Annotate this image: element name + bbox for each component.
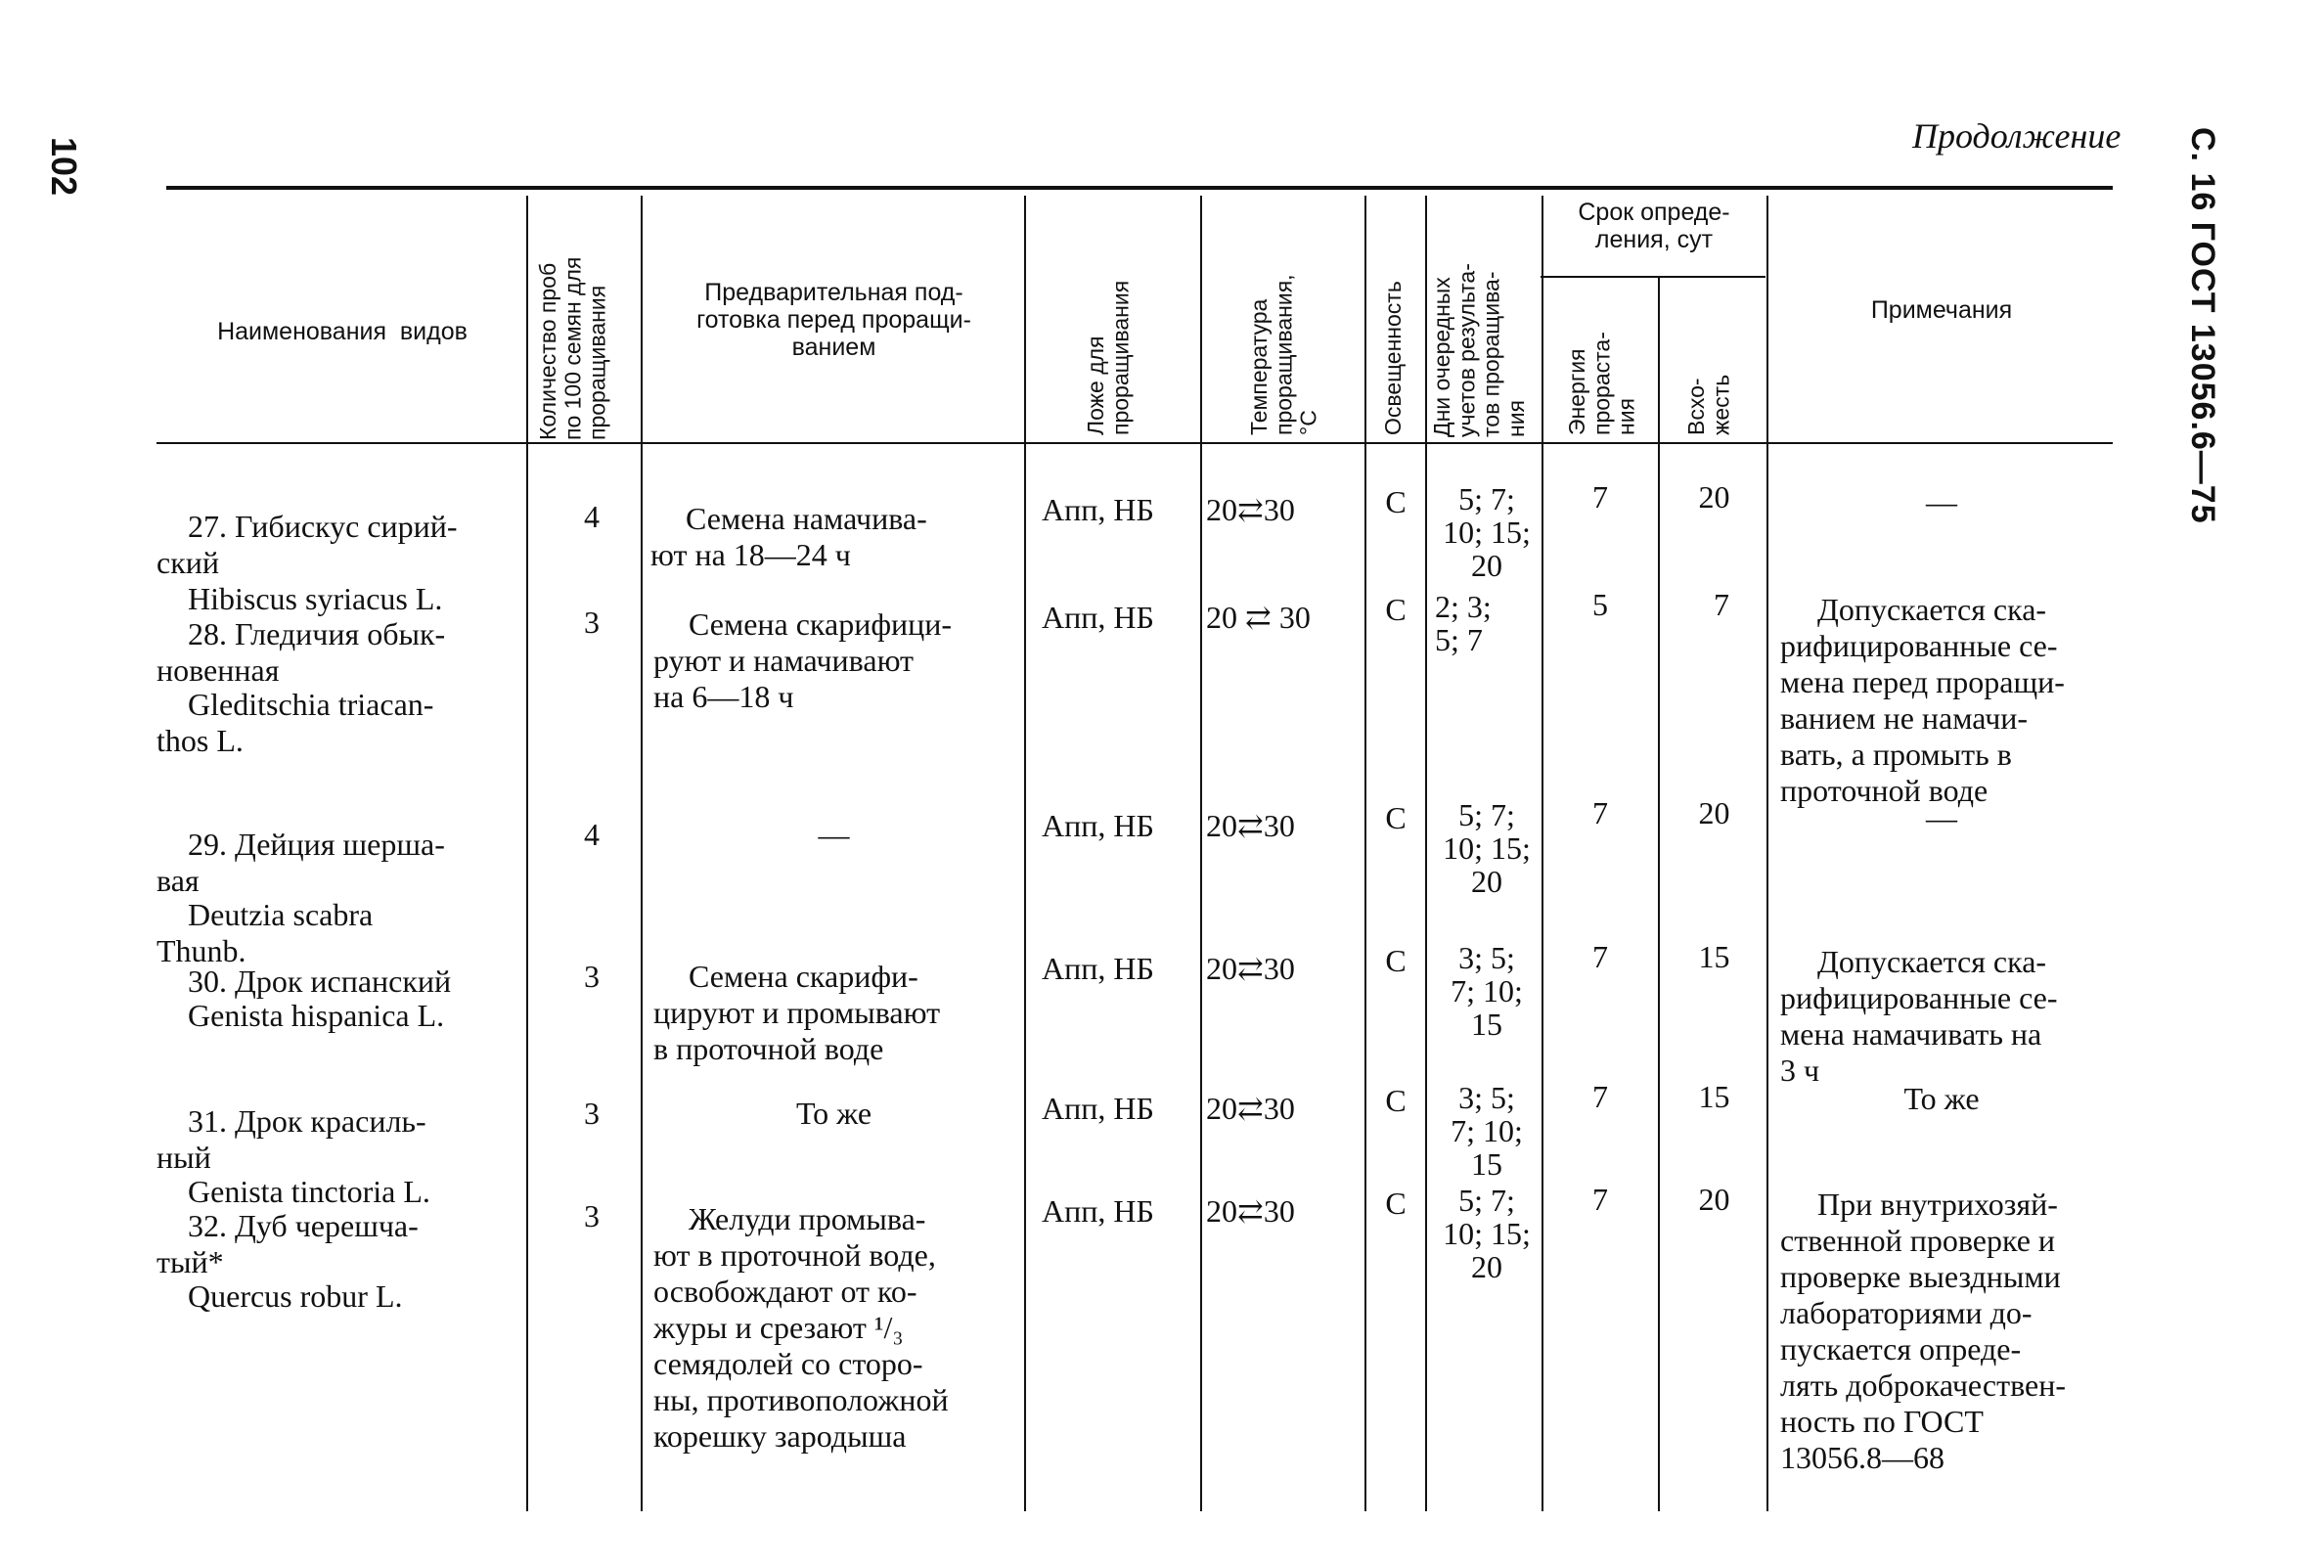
row-31-temp: 20⇄30 — [1206, 1091, 1295, 1126]
row-32-bed: Апп, НБ — [1042, 1193, 1154, 1229]
row-29-latin: Deutzia scabra Thunb. — [156, 897, 374, 968]
row-31-days: 3; 5; 7; 10; 15 — [1451, 1080, 1523, 1182]
row-27-samples: 4 — [584, 499, 600, 534]
row-30-latin: Genista hispanica L. — [188, 998, 445, 1033]
row-32-energy: 7 — [1592, 1182, 1608, 1217]
row-32-samples: 3 — [584, 1198, 600, 1233]
row-32-note: При внутрихозяй- ственной проверке и проверке выездными лабораториями до- пускается опреде- лять доброкачествен- ность по ГОСТ 13056.8—68 — [1780, 1187, 2066, 1475]
row-32-temp: 20⇄30 — [1206, 1193, 1295, 1229]
row-31-samples: 3 — [584, 1096, 600, 1131]
header-germination: Всхо- жесть — [1683, 374, 1734, 435]
col-divider-9 — [1766, 196, 1768, 1511]
row-32-species: 32. Дуб черешча- тый* — [156, 1208, 419, 1279]
row-29-bed: Апп, НБ — [1042, 808, 1154, 843]
row-28-samples: 3 — [584, 605, 600, 640]
row-28-prep: Семена скарифици- руют и намачивают на 6—18 ч — [653, 606, 953, 714]
row-28-species: 28. Гледичия обык- новенная — [156, 616, 446, 688]
col-divider-6 — [1425, 196, 1427, 1511]
col-divider-4 — [1200, 196, 1202, 1511]
col-divider-8 — [1658, 276, 1660, 1511]
row-31-light: С — [1385, 1083, 1407, 1118]
row-31-species: 31. Дрок красиль- ный — [156, 1103, 426, 1175]
row-28-note: Допускается ска- рифицированные се- мена перед проращи- ванием не намачи- вать, а промыть в проточной воде — [1780, 592, 2065, 808]
row-29-note: — — [1926, 800, 1957, 835]
row-32-days: 5; 7; 10; 15; 20 — [1443, 1183, 1531, 1284]
col-divider-3 — [1024, 196, 1026, 1511]
term-group-rule — [1541, 276, 1765, 278]
header-bottom-rule — [156, 442, 2113, 444]
row-29-energy: 7 — [1592, 795, 1608, 830]
row-28-latin: Gleditschia triacan- thos L. — [156, 687, 434, 758]
row-31-energy: 7 — [1592, 1079, 1608, 1114]
row-30-temp: 20⇄30 — [1206, 951, 1295, 986]
row-28-bed: Апп, НБ — [1042, 600, 1154, 635]
row-27-prep: Семена намачива- ют на 18—24 ч — [650, 501, 927, 572]
row-27-energy: 7 — [1592, 479, 1608, 515]
row-30-light: С — [1385, 943, 1407, 978]
row-32-prep: Желуди промыва- ют в проточной воде, освобождают от ко- журы и срезают ¹/₃ семядолей со сторо- ны, противоположной корешку зародыша — [653, 1201, 949, 1454]
row-27-species: 27. Гибискус сирий- ский — [156, 509, 458, 580]
header-count-days: Дни очередных учетов результа- тов проращива- ния — [1429, 263, 1529, 437]
row-27-latin: Hibiscus syriacus L. — [188, 581, 443, 616]
row-31-germ: 15 — [1698, 1079, 1730, 1114]
row-32-light: С — [1385, 1186, 1407, 1221]
header-samples: Количество проб по 100 семян для проращивания — [535, 256, 610, 440]
col-divider-7 — [1542, 196, 1543, 1511]
row-31-latin: Genista tinctoria L. — [188, 1174, 430, 1209]
row-30-samples: 3 — [584, 959, 600, 994]
header-light: Освещенность — [1380, 281, 1406, 435]
row-30-energy: 7 — [1592, 939, 1608, 974]
row-29-temp: 20⇄30 — [1206, 808, 1295, 843]
row-30-germ: 15 — [1698, 939, 1730, 974]
row-27-days: 5; 7; 10; 15; 20 — [1443, 481, 1531, 583]
row-27-temp: 20⇄30 — [1206, 492, 1295, 527]
row-27-germ: 20 — [1698, 479, 1730, 515]
row-32-germ: 20 — [1698, 1182, 1730, 1217]
continuation-label: Продолжение — [1912, 116, 2122, 156]
row-29-prep: — — [818, 817, 850, 852]
row-30-prep: Семена скарифи- цируют и промывают в проточной воде — [653, 959, 941, 1066]
header-term-group: Срок опреде- ления, сут — [1578, 199, 1730, 253]
header-bed: Ложе для проращивания — [1083, 280, 1134, 435]
row-29-germ: 20 — [1698, 795, 1730, 830]
page-number: 102 — [44, 137, 84, 197]
row-28-days: 2; 3; 5; 7 — [1435, 589, 1492, 657]
header-notes: Примечания — [1870, 296, 2013, 324]
table-top-rule — [166, 186, 2113, 190]
row-30-days: 3; 5; 7; 10; 15 — [1451, 940, 1523, 1042]
row-28-light: С — [1385, 592, 1407, 627]
row-29-days: 5; 7; 10; 15; 20 — [1443, 797, 1531, 899]
row-31-prep: То же — [795, 1096, 872, 1131]
side-label: С. 16 ГОСТ 13056.6—75 — [2184, 127, 2221, 524]
row-29-samples: 4 — [584, 817, 600, 852]
row-30-bed: Апп, НБ — [1042, 951, 1154, 986]
row-27-light: С — [1385, 484, 1407, 519]
row-32-latin: Quercus robur L. — [188, 1278, 403, 1314]
header-preparation: Предварительная под- готовка перед проращи- ванием — [696, 279, 971, 361]
header-energy: Энергия прораста- ния — [1564, 332, 1639, 435]
row-31-bed: Апп, НБ — [1042, 1091, 1154, 1126]
row-29-species: 29. Дейция шерша- вая — [156, 827, 445, 898]
row-30-species: 30. Дрок испанский — [188, 963, 452, 999]
row-27-bed: Апп, НБ — [1042, 492, 1154, 527]
col-divider-2 — [641, 196, 643, 1511]
row-29-light: С — [1385, 800, 1407, 835]
row-28-germ: 7 — [1714, 587, 1729, 622]
row-31-note: То же — [1903, 1081, 1980, 1116]
header-temperature: Температура проращивания, °С — [1246, 274, 1321, 435]
row-27-note: — — [1926, 484, 1957, 519]
row-30-note: Допускается ска- рифицированные се- мена намачивать на 3 ч — [1780, 944, 2058, 1088]
row-28-energy: 5 — [1592, 587, 1608, 622]
col-divider-1 — [526, 196, 528, 1511]
header-species: Наименования видов — [217, 318, 468, 345]
row-28-temp: 20 ⇄ 30 — [1206, 600, 1311, 635]
col-divider-5 — [1364, 196, 1366, 1511]
